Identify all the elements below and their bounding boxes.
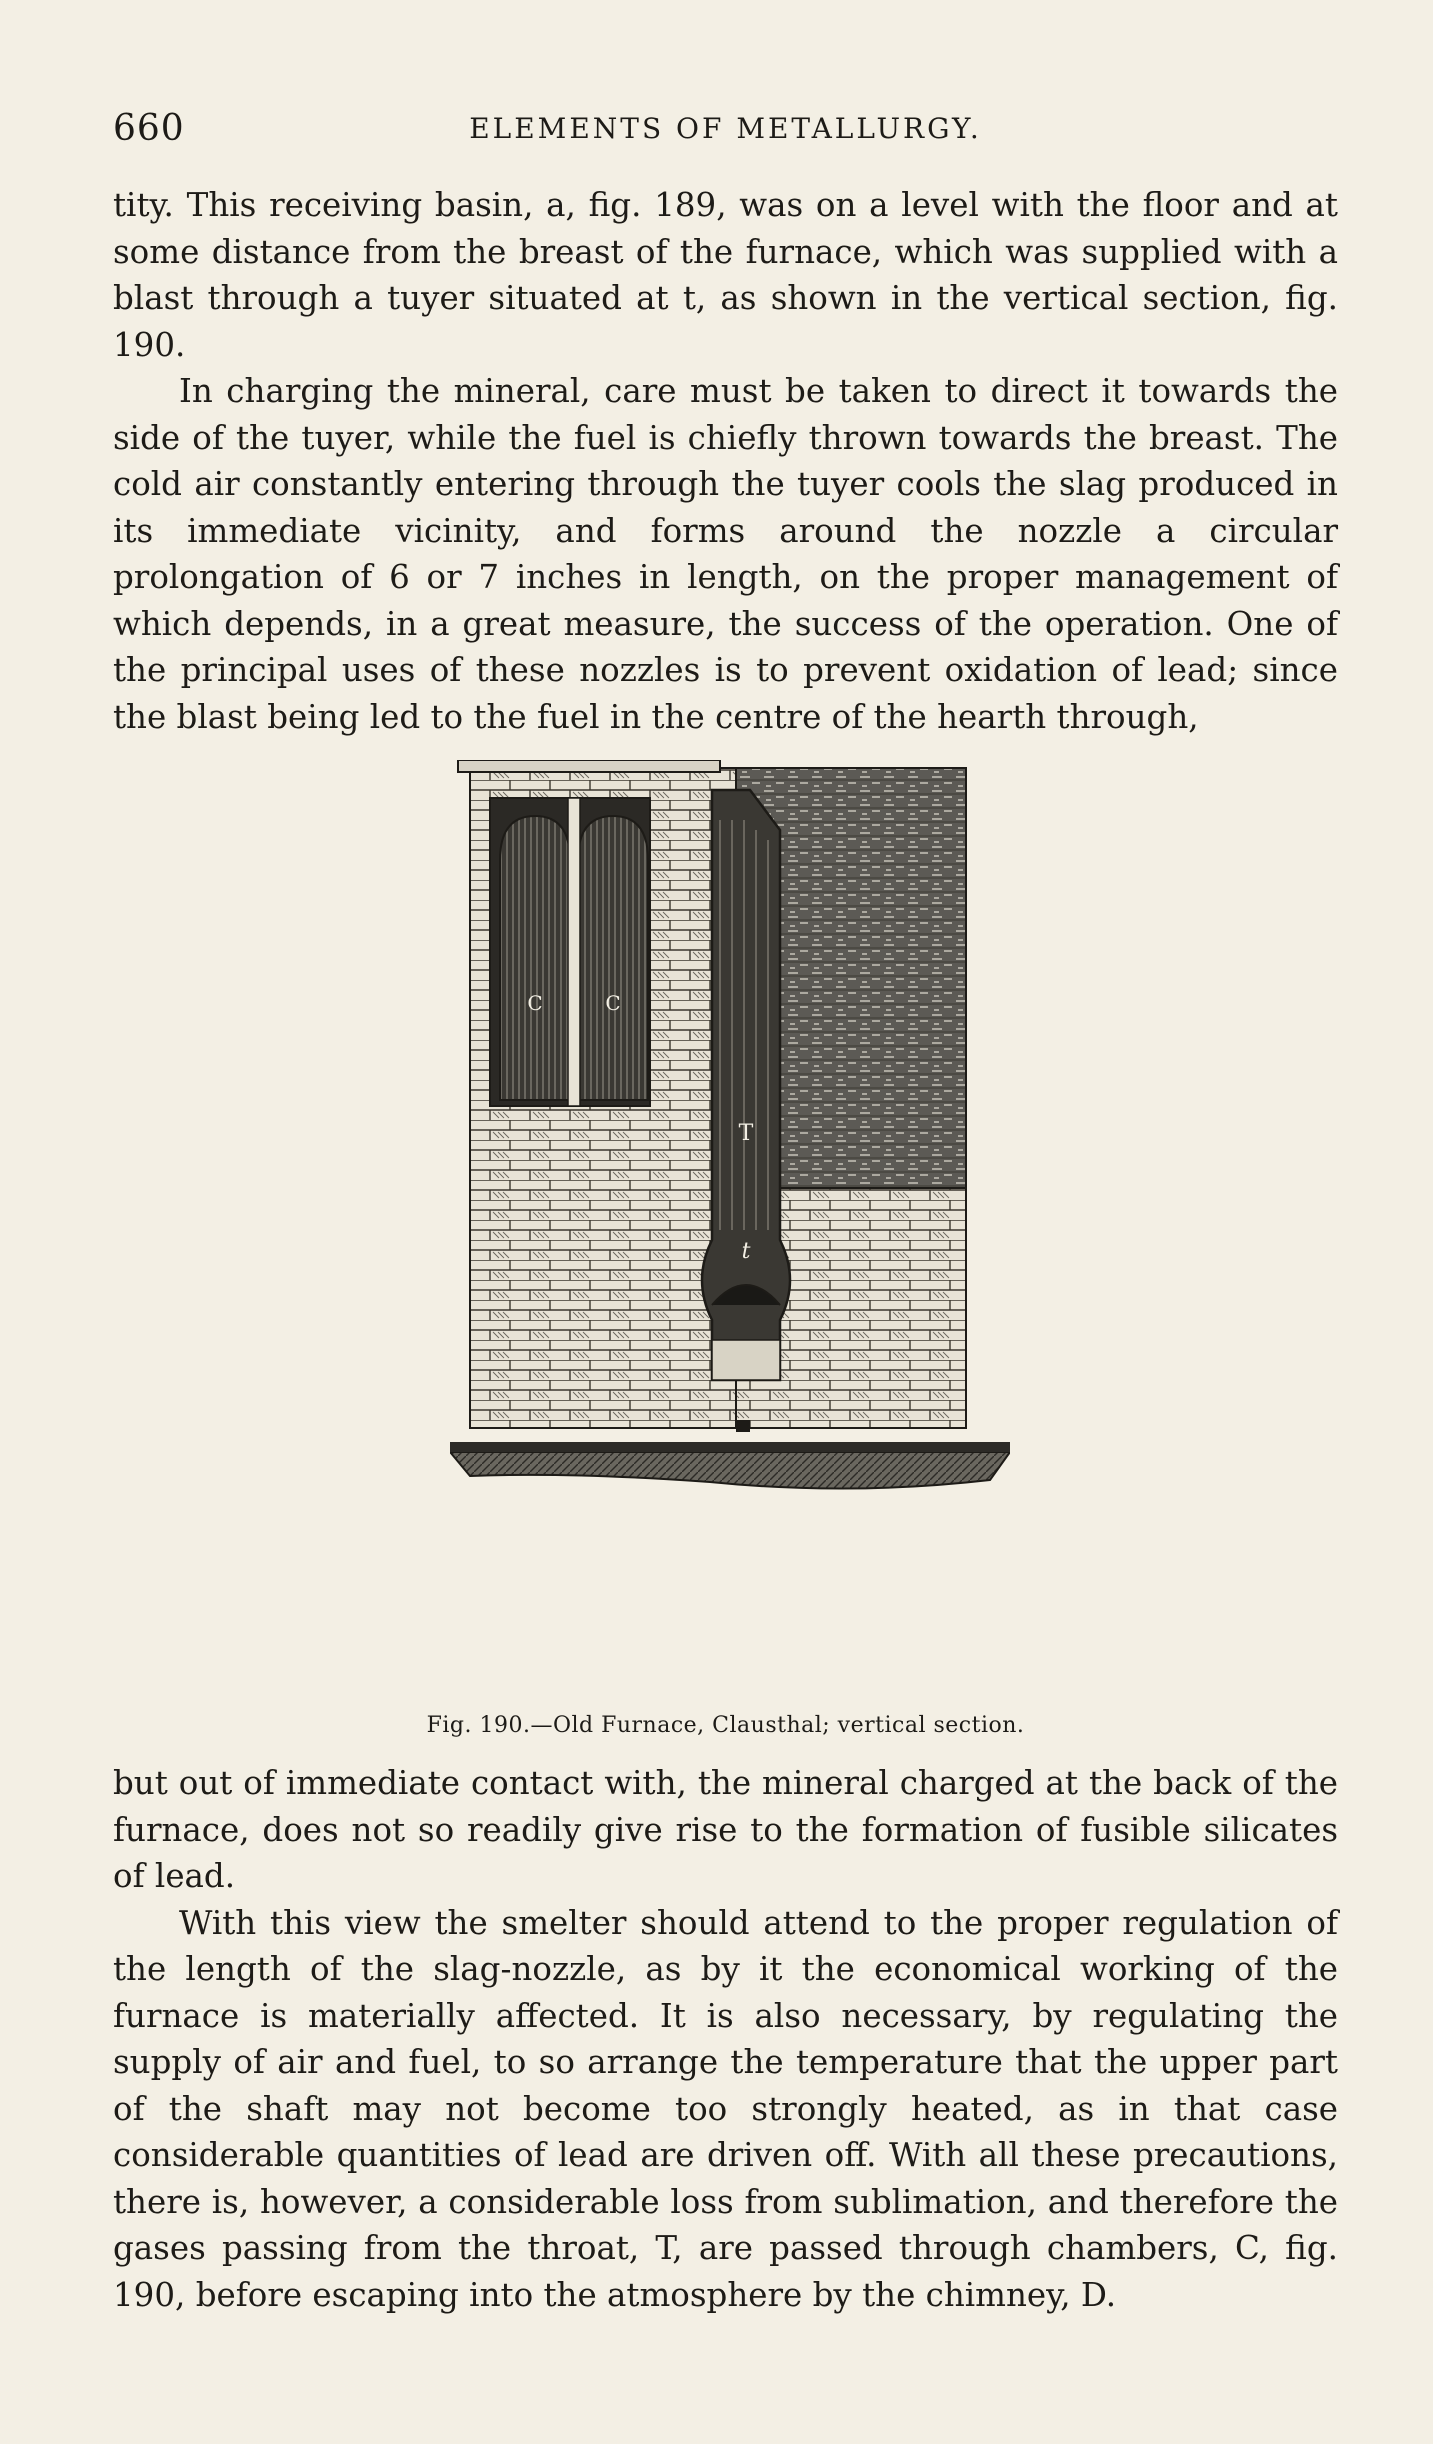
chamber-divider <box>568 798 580 1106</box>
furnace-drawing <box>450 760 1010 1700</box>
tap-hole <box>736 1420 750 1432</box>
body-text-bottom <box>113 1760 1338 2318</box>
figure-caption: Fig. 190.—Old Furnace, Clausthal; vertical section. <box>426 1713 1025 1738</box>
label-chamber-right: C <box>605 991 621 1015</box>
top-coping <box>458 760 720 772</box>
foundation-line <box>450 1442 1010 1452</box>
chamber-left <box>500 816 570 1100</box>
hearth-bottom <box>712 1340 780 1380</box>
page-header <box>113 108 1338 152</box>
label-throat: T <box>738 1121 754 1146</box>
page-number: 660 <box>113 108 185 149</box>
body-text-top <box>113 182 1338 740</box>
label-tuyer: t <box>741 1239 751 1264</box>
chamber-right <box>578 816 648 1100</box>
ground <box>450 1452 1010 1489</box>
running-title: ELEMENTS OF METALLURGY. <box>469 112 982 145</box>
paragraph: In charging the mineral, care must be taken to direct it towards the side of the tuyer, while the fuel is chiefly thrown towards the breast. The cold air constantly entering through the tuyer cools the slag produced in its immediate vicinity, and forms around the nozzle a circular prolongation of 6 or 7 inches in length, on the proper management of which depends, in a great measure, the success of the operation. One of the principal uses of these nozzles is to prevent oxidation of lead; since the blast being led to the fuel in the centre of the hearth through, <box>113 372 1338 736</box>
label-chamber-left: C <box>527 991 543 1015</box>
paragraph: With this view the smelter should attend to the proper regulation of the length of the slag-nozzle, as by it the economical working of the furnace is materially affected. It is also necessary, by regulating the supply of air and fuel, to so arrange the temperature that the upper part of the shaft may not become too strongly heated, as in that case considerable quantities of lead are driven off. With all these precautions, there is, however, a considerable loss from sublimation, and therefore the gases passing from the throat, T, are passed through chambers, C, fig. 190, before escaping into the atmosphere by the chimney, D. <box>113 1903 1338 2314</box>
paragraph: but out of immediate contact with, the mineral charged at the back of the furnace, does not so readily give rise to the formation of fusible silicates of lead. <box>113 1764 1338 1895</box>
furnace-section-figure <box>450 760 1010 1700</box>
paragraph: tity. This receiving basin, a, fig. 189, was on a level with the floor and at some distance from the breast of the furnace, which was supplied with a blast through a tuyer situated at t, as shown in the vertical section, fig. 190. <box>113 186 1338 364</box>
